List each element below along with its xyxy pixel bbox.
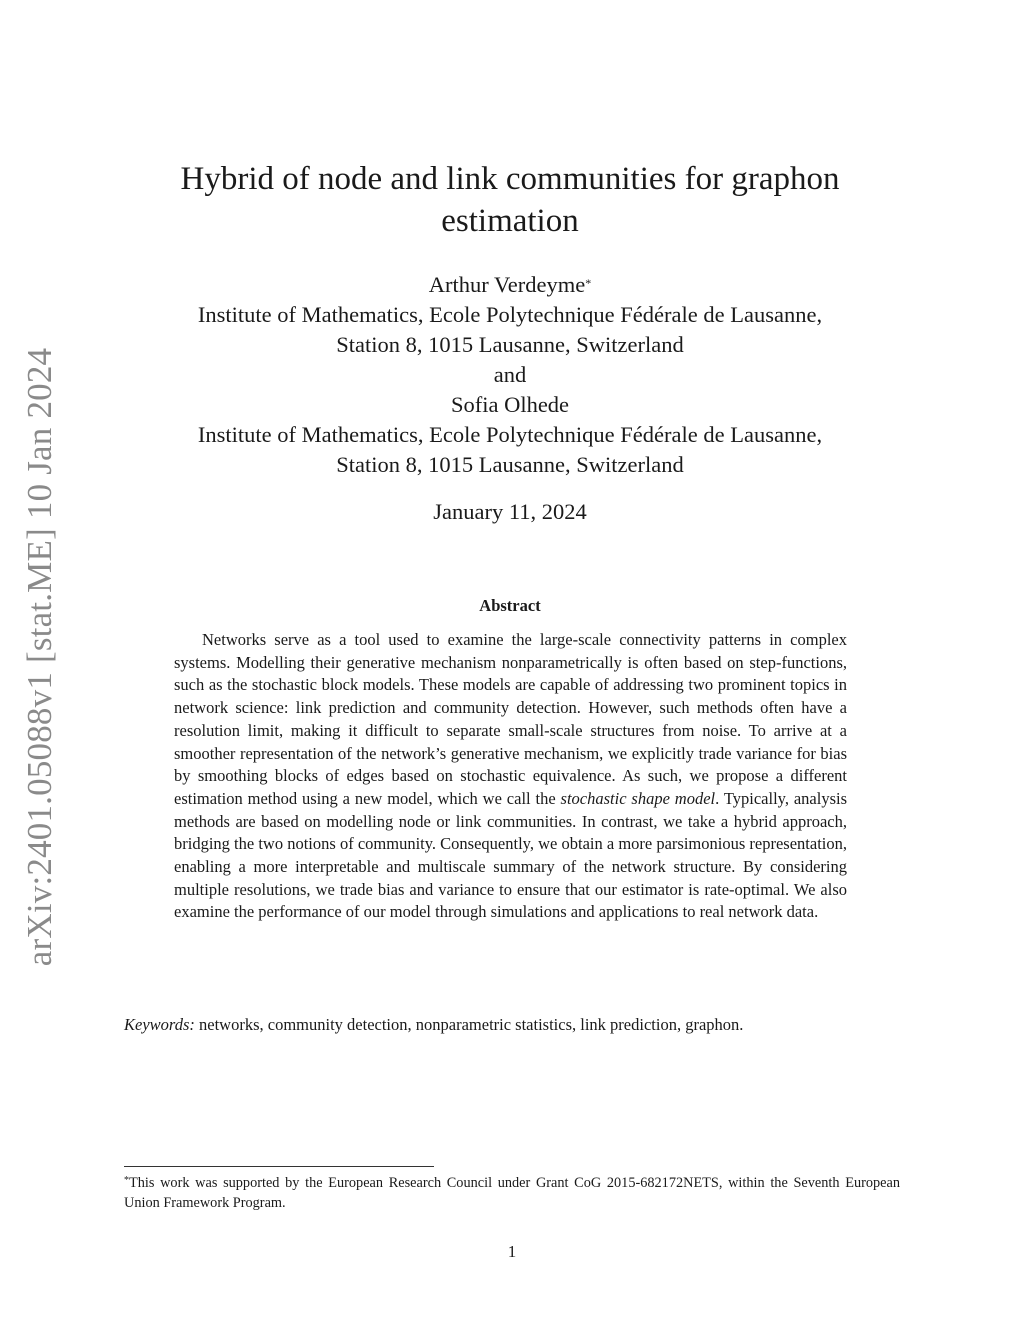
author-separator: and: [493, 362, 527, 387]
model-name-emphasis: stochastic shape model: [560, 788, 716, 808]
keywords-label: Keywords:: [124, 1015, 195, 1034]
paper-title: Hybrid of node and link communities for graphon estimation: [180, 161, 840, 239]
funding-footnote: *This work was supported by the European Research Council under Grant CoG 2015-682172NETS, within the Seventh European Union Framework Program.: [124, 1175, 900, 1211]
abstract-heading: Abstract: [479, 596, 541, 615]
abstract-body: Networks serve as a tool used to examine the large-scale connectivity patterns in complex systems. Modelling their generative mechanism nonparametrically is often based on step-functions, such as the stochastic block models. These models are capable of addressing two prominent topics in network science: link prediction and community detection. However, such methods often have a resolution limit, making it difficult to separate small-scale structures from noise. To arrive at a smoother representation of the network’s generative mechanism, we explicitly trade variance for bias by smoothing blocks of edges based on stochastic equivalence. As such, we propose a different estimation method using a new model, which we call the stochastic shape model. Typically, analysis methods are based on modelling node or link communities. In contrast, we take a hybrid approach, bridging the two notions of community. Consequently, we obtain a more parsimonious representation, enabling a more interpretable and multiscale summary of the network structure. By considering multiple resolutions, we trade bias and variance to ensure that our estimator is rate-optimal. We also examine the performance of our model through simulations and applications to real network data.: [174, 630, 848, 922]
footnote-marker: *: [585, 276, 592, 290]
arxiv-identifier-stamp: arXiv:2401.05088v1 [stat.ME] 10 Jan 2024: [20, 347, 59, 967]
author-2-affiliation-line-1: Institute of Mathematics, Ecole Polytechnique Fédérale de Lausanne,: [197, 422, 823, 447]
keywords-line: [124, 1014, 924, 1036]
author-1-affiliation-line-1: Institute of Mathematics, Ecole Polytechnique Fédérale de Lausanne,: [197, 302, 823, 327]
keywords-list: networks, community detection, nonparametric statistics, link prediction, graphon.: [199, 1015, 744, 1034]
publication-date: January 11, 2024: [433, 499, 587, 524]
author-2-affiliation-line-2: Station 8, 1015 Lausanne, Switzerland: [336, 452, 684, 477]
footnote-divider: [124, 1166, 434, 1167]
page-number: 1: [507, 1242, 517, 1261]
author-name-2: Sofia Olhede: [450, 392, 570, 417]
author-name-1: Arthur Verdeyme*: [428, 272, 592, 297]
footnote-mark: *: [124, 1175, 129, 1186]
author-1-affiliation-line-2: Station 8, 1015 Lausanne, Switzerland: [336, 332, 684, 357]
